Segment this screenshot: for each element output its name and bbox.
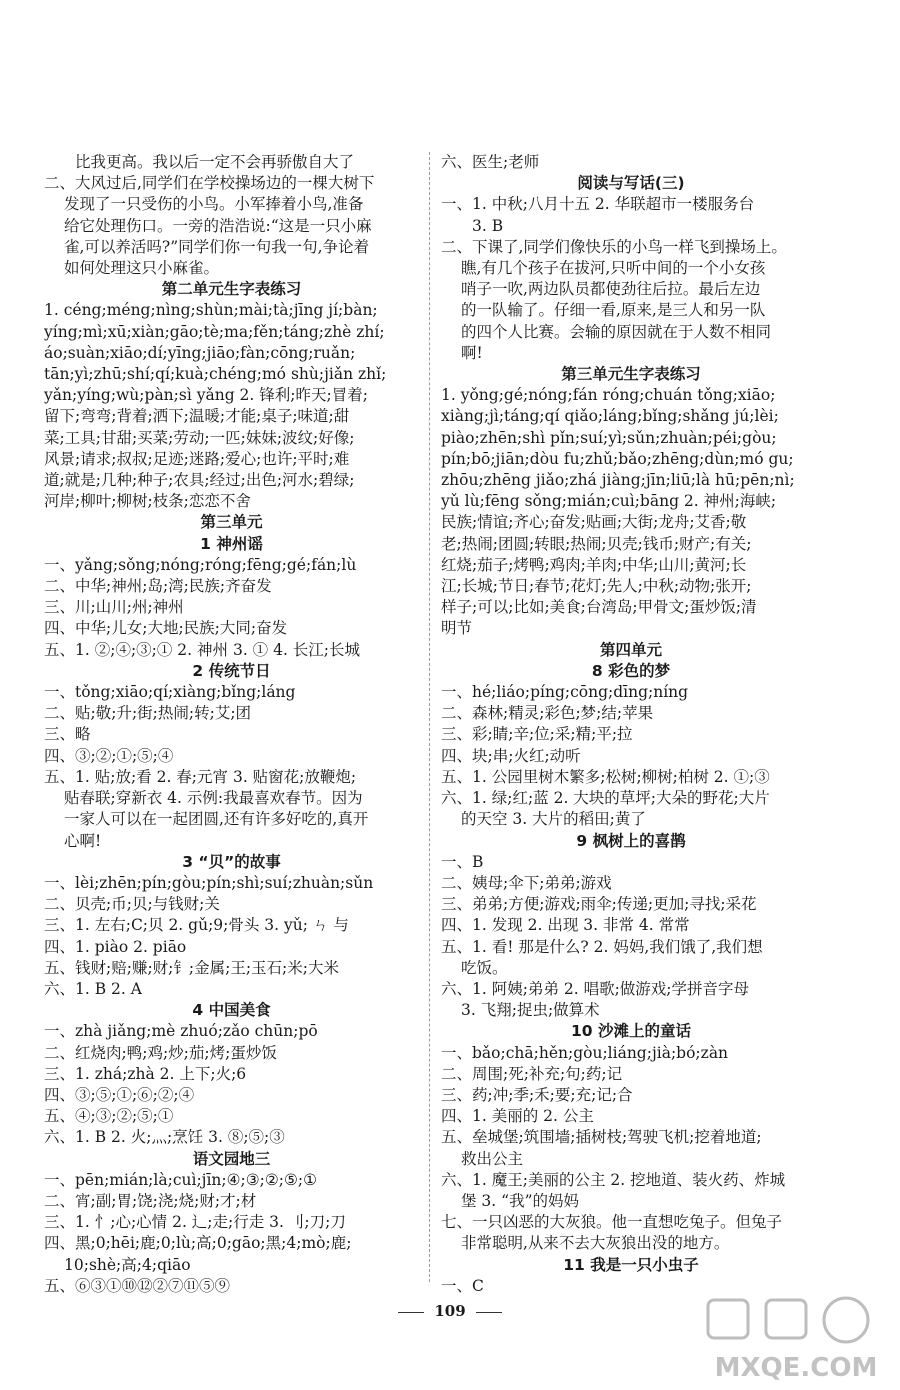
- right-line: 1. yǒng;gé;nóng;fán róng;chuán tǒng;xiāo;: [441, 386, 776, 405]
- left-line: 心啊!: [64, 831, 102, 850]
- left-heading: 第二单元生字表练习: [161, 280, 302, 299]
- left-line: 五、钱财;赔;赚;财;钅;金属;王;玉石;米;大米: [44, 958, 340, 977]
- left-line: 二、中华;神州;岛;湾;民族;齐奋发: [44, 577, 272, 596]
- right-heading: 10 沙滩上的童话: [571, 1022, 691, 1041]
- left-line: 贴春联;穿新衣 4. 示例:我最喜欢春节。因为: [64, 789, 363, 808]
- left-line: 二、贴;敬;升;街;热闹;转;艾;团: [44, 704, 252, 723]
- left-line: áo;suàn;xiāo;dí;yīng;jiāo;fàn;cōng;ruǎn;: [44, 343, 356, 362]
- right-line: 的天空 3. 大片的稻田;黄了: [461, 810, 646, 829]
- left-line: 风景;请求;叔叔;足迹;迷路;爱心;也许;平时;难: [44, 449, 350, 468]
- column-divider: [429, 152, 430, 1282]
- right-line: 一、B: [441, 852, 484, 871]
- left-line: 四、黑;0;hēi;鹿;0;lù;高;0;gāo;黑;4;mò;鹿;: [44, 1234, 352, 1253]
- right-line: 3. 飞翔;捉虫;做算术: [461, 1001, 600, 1020]
- right-line: 六、1. 魔王;美丽的公主 2. 挖地道、装火药、炸城: [441, 1170, 786, 1189]
- right-line: 三、彩;睛;辛;位;采;精;平;拉: [441, 725, 633, 744]
- right-line: 六、1. 阿姨;弟弟 2. 唱歌;做游戏;学拼音字母: [441, 979, 750, 998]
- left-line: 河岸;柳叶;柳树;枝条;恋恋不舍: [44, 492, 251, 511]
- watermark-logo: [700, 1290, 890, 1386]
- right-line: 五、垒城堡;筑围墙;插树枝;驾驶飞机;挖着地道;: [441, 1128, 762, 1147]
- watermark-box-2: [766, 1300, 806, 1338]
- left-line: 三、川;山川;州;神州: [44, 598, 184, 617]
- right-heading: 第三单元生字表练习: [561, 365, 701, 384]
- left-line: 一、yǎng;sǒng;nóng;róng;fēng;gé;fán;lù: [44, 555, 357, 574]
- left-line: 四、中华;儿女;大地;民族;大同;奋发: [44, 619, 288, 638]
- left-line: yíng;mì;xū;xiàn;gāo;tè;ma;fěn;táng;zhè zhí;: [44, 322, 385, 341]
- right-line: 四、1. 发现 2. 出现 3. 非常 4. 常常: [441, 916, 690, 935]
- right-line: 救出公主: [461, 1149, 524, 1168]
- right-line: 红烧;茄子;烤鸭;鸡肉;羊肉;中华;山川;黄河;长: [441, 555, 747, 574]
- right-line: 二、下课了,同学们像快乐的小鸟一样飞到操场上。: [441, 237, 787, 256]
- right-line: 三、弟弟;方便;游戏;雨伞;传递;更加;寻找;采花: [441, 895, 757, 914]
- right-line: 一、1. 中秋;八月十五 2. 华联超市一楼服务台: [441, 195, 755, 214]
- right-line: 堡 3. “我”的妈妈: [461, 1191, 579, 1210]
- left-line: 一、lèi;zhēn;pín;gòu;pín;shì;suí;zhuàn;sǔn: [44, 873, 374, 892]
- right-line: zhōu;zhēng jiǎo;zhá jiàng;jīn;liū;là hū;pēn;nì;: [441, 471, 795, 490]
- left-line: 如何处理这只小麻雀。: [64, 259, 220, 278]
- left-line: 雀,可以养活吗?”同学们你一句我一句,争论着: [64, 237, 370, 256]
- page-number-dash-right: [476, 1312, 502, 1313]
- left-line: 二、贝壳;币;贝;与钱财;关: [44, 895, 220, 914]
- page-number-text: 109: [434, 1302, 466, 1320]
- left-line: 比我更高。我以后一定不会再骄傲自大了: [75, 153, 355, 171]
- right-line: 明节: [441, 619, 473, 638]
- left-line: tān;yì;zhū;shí;qí;kuà;chéng;mó shù;jiǎn zhǐ;: [44, 365, 387, 384]
- left-heading: 3 “贝”的故事: [182, 852, 281, 871]
- right-line: yǔ lù;fēng sǒng;mián;cuì;bāng 2. 神州;海峡;: [441, 492, 777, 511]
- right-line: 一、hé;liáo;píng;cōng;dīng;níng: [441, 683, 689, 702]
- right-heading: 9 枫树上的喜鹊: [576, 831, 686, 850]
- right-line: 的四个人比赛。会输的原因就在于人数不相同: [461, 322, 772, 341]
- left-line: 一、pēn;mián;là;cuì;jīn;④;③;②;⑤;①: [44, 1170, 317, 1189]
- left-line: 一、zhà jiǎng;mè zhuó;zǎo chūn;pō: [44, 1022, 318, 1041]
- right-line: 样子;可以;比如;美食;台湾岛;甲骨文;蛋炒饭;清: [441, 598, 757, 617]
- right-line: 五、1. 公园里树木繁多;松树;柳树;柏树 2. ①;③: [441, 767, 770, 786]
- left-line: 四、③;②;①;⑤;④: [44, 746, 174, 765]
- right-line: 六、1. 绿;红;蓝 2. 大块的草坪;大朵的野花;大片: [441, 789, 770, 808]
- right-line: 一、C: [441, 1276, 484, 1295]
- left-line: 二、大风过后,同学们在学校操场边的一棵大树下: [44, 174, 375, 193]
- right-line: 非常聪明,从来不去大灰狼出没的地方。: [461, 1234, 730, 1253]
- right-line: 四、1. 美丽的 2. 公主: [441, 1107, 594, 1126]
- left-line: 四、1. piào 2. piāo: [44, 937, 187, 956]
- watermark-circle: [824, 1298, 868, 1342]
- left-heading: 第三单元: [200, 513, 263, 532]
- right-line: 二、森林;精灵;彩色;梦;结;苹果: [441, 704, 654, 723]
- right-line: 江;长城;节日;春节;花灯;先人;中秋;动物;张开;: [441, 577, 752, 596]
- left-line: yǎn;yíng;wù;pàn;sì yǎng 2. 锋利;昨天;冒着;: [44, 386, 368, 405]
- right-line: 三、药;冲;季;禾;要;充;记;合: [441, 1085, 633, 1104]
- right-line: 五、1. 看! 那是什么? 2. 妈妈,我们饿了,我们想: [441, 937, 763, 956]
- right-line: xiàng;jì;táng;qí qiǎo;láng;bǐng;shǎng jú;lèi;: [441, 407, 779, 426]
- right-line: 一、bǎo;chā;hěn;gòu;liáng;jià;bó;zàn: [441, 1043, 729, 1062]
- left-line: 一家人可以在一起团圆,还有许多好吃的,真开: [64, 810, 369, 829]
- watermark-box-1: [708, 1300, 748, 1338]
- right-line: piào;zhēn;shì pǐn;suí;yì;sǔn;zhuàn;péi;gòu;: [441, 428, 777, 447]
- right-line: 吃饭。: [461, 958, 508, 977]
- right-column: [441, 152, 821, 1297]
- right-line: 七、一只凶恶的大灰狼。他一直想吃兔子。但兔子: [441, 1213, 783, 1232]
- left-line: 二、宵;副;胃;饶;浇;烧;财;才;材: [44, 1191, 257, 1210]
- left-line: 三、1. 忄;心;心情 2. 辶;走;行走 3. 刂;刀;刀: [44, 1213, 346, 1232]
- left-line: 四、③;⑤;①;⑥;②;④: [44, 1085, 195, 1104]
- right-line: 啊!: [461, 343, 483, 362]
- left-line: 五、1. ②;④;③;① 2. 神州 3. ① 4. 长江;长城: [44, 640, 361, 659]
- right-line: 二、周围;死;补充;句;药;记: [441, 1064, 623, 1083]
- right-line: 瞧,有几个孩子在拔河,只听中间的一个小女孩: [461, 259, 766, 278]
- right-heading: 第四单元: [599, 640, 662, 659]
- left-line: 留下;弯弯;背着;洒下;温暖;才能;桌子;味道;甜: [44, 407, 350, 426]
- page-number-dash-left: [398, 1312, 424, 1313]
- left-line: 五、1. 贴;放;看 2. 春;元宵 3. 贴窗花;放鞭炮;: [44, 767, 357, 786]
- left-line: 二、红烧肉;鸭;鸡;炒;茄;烤;蛋炒饭: [44, 1043, 277, 1062]
- right-line: pín;bō;jiān;dòu fu;zhǔ;bǎo;zhēng;dùn;mó gu;: [441, 449, 794, 468]
- right-line: 的一队输了。仔细一看,原来,是三人和另一队: [461, 301, 766, 320]
- right-line: 民族;情谊;齐心;奋发;贴画;大街;龙舟;艾香;敬: [441, 513, 747, 532]
- left-line: 三、1. 左右;C;贝 2. gǔ;9;骨头 3. yǔ; ㄣ 与: [44, 916, 349, 935]
- left-heading: 4 中国美食: [192, 1001, 271, 1020]
- left-column: [44, 152, 419, 1297]
- left-line: 1. céng;méng;nìng;shùn;mài;tà;jīng jí;bàn;: [44, 301, 378, 320]
- watermark-url: MXQE.COM: [714, 1353, 878, 1383]
- left-line: 六、1. B 2. 火;灬;烹饪 3. ⑧;⑤;③: [44, 1128, 285, 1147]
- right-heading: 阅读与写话(三): [577, 174, 685, 193]
- right-line: 老;热闹;团圆;转眼;热闹;贝壳;钱币;财产;有关;: [441, 534, 752, 553]
- left-heading: 1 神州谣: [200, 534, 263, 553]
- right-heading: 11 我是一只小虫子: [563, 1255, 699, 1274]
- left-line: 道;就是;几种;种子;农具;经过;出色;河水;碧绿;: [44, 471, 355, 490]
- left-line: 菜;工具;甘甜;买菜;劳动;一匹;妹妹;波纹;好像;: [44, 428, 355, 447]
- left-heading: 语文园地三: [192, 1149, 271, 1168]
- right-line: 六、医生;老师: [441, 153, 540, 171]
- right-line: 二、姨母;伞下;弟弟;游戏: [441, 873, 612, 892]
- left-heading: 2 传统节日: [192, 661, 271, 680]
- left-line: 五、④;③;②;⑤;①: [44, 1107, 174, 1126]
- right-line: 四、块;串;火红;动听: [441, 746, 581, 765]
- left-line: 六、1. B 2. A: [44, 979, 142, 998]
- right-heading: 8 彩色的梦: [591, 661, 671, 680]
- right-line: 哨子一吹,两边队员都使劲往后拉。最后左边: [461, 280, 761, 299]
- left-line: 发现了一只受伤的小鸟。小军捧着小鸟,准备: [64, 195, 364, 214]
- left-line: 五、⑥③①⑩⑫②⑦⑪⑤⑨: [44, 1276, 231, 1295]
- left-line: 10;shè;高;4;qiāo: [64, 1255, 191, 1274]
- left-line: 一、tǒng;xiāo;qí;xiàng;bǐng;láng: [44, 683, 296, 702]
- left-line: 三、1. zhá;zhà 2. 上下;火;6: [44, 1064, 247, 1083]
- right-line: 3. B: [472, 216, 504, 235]
- left-line: 给它处理伤口。一旁的浩浩说:“这是一只小麻: [64, 216, 372, 235]
- left-line: 三、略: [44, 725, 91, 744]
